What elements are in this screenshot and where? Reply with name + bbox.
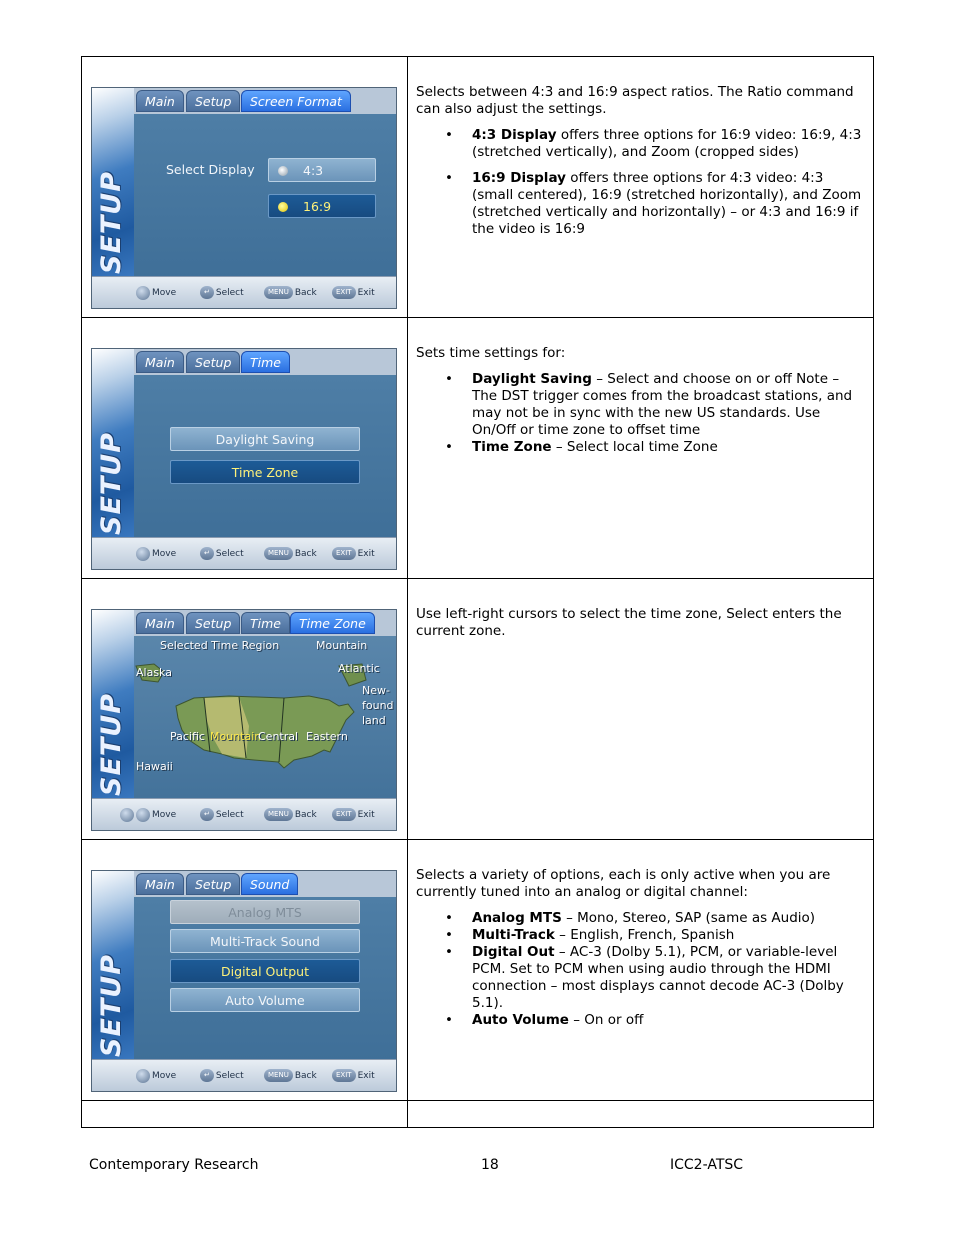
exit-key: EXIT Exit — [332, 286, 375, 300]
select-display-label: Select Display — [166, 162, 255, 177]
region-eastern[interactable]: Eastern — [306, 730, 348, 743]
select-key: ↵ Select — [200, 1069, 244, 1083]
selected-region-value: Mountain — [316, 639, 368, 652]
back-key: MENU Back — [264, 1069, 317, 1083]
leftright-arrow-icon — [136, 808, 150, 822]
empty-cell — [82, 1101, 408, 1128]
list-item: • Daylight Saving – Select and choose on or off Note – The DST trigger comes from the broadcast stations, and may not be in sync with the new US standards. Use On/Off or time zone to offset time — [472, 371, 865, 439]
digital-output-button[interactable]: Digital Output — [170, 959, 360, 983]
screenshot-cell — [82, 57, 408, 318]
bullet-list — [416, 127, 865, 238]
osd-footer — [92, 1059, 396, 1091]
region-newfoundland-line2[interactable]: found — [362, 699, 394, 712]
list-item: • Analog MTS – Mono, Stereo, SAP (same as Audio) — [472, 910, 865, 927]
osd-footer — [92, 537, 396, 569]
tab-setup[interactable]: Setup — [186, 612, 240, 634]
region-pacific[interactable]: Pacific — [170, 730, 205, 743]
screenshot-cell — [82, 318, 408, 579]
updown-arrow-icon — [136, 286, 150, 300]
back-key: MENU Back — [264, 286, 317, 300]
region-hawaii[interactable]: Hawaii — [136, 760, 173, 773]
osd-time-zone — [91, 609, 397, 831]
move-key: Move — [136, 1069, 176, 1083]
exit-key: EXIT Exit — [332, 808, 375, 822]
enter-icon: ↵ — [200, 286, 214, 299]
back-key: MENU Back — [264, 547, 317, 561]
tab-setup[interactable]: Setup — [186, 873, 240, 895]
description-cell — [408, 840, 874, 1101]
tab-time-zone[interactable]: Time Zone — [290, 612, 375, 634]
region-mountain[interactable]: Mountain — [210, 730, 262, 743]
option-16-9[interactable] — [268, 194, 376, 218]
radio-selected-icon — [278, 202, 288, 212]
osd-time — [91, 348, 397, 570]
setup-side-label: SETUP — [96, 431, 127, 535]
exit-key: EXIT Exit — [332, 1069, 375, 1083]
option-label: 4:3 — [303, 163, 324, 178]
screenshot-cell — [82, 840, 408, 1101]
select-key: ↵ Select — [200, 286, 244, 300]
empty-cell — [408, 1101, 874, 1128]
osd-sound — [91, 870, 397, 1092]
description-intro: Selects a variety of options, each is only active when you are currently tuned into an analog or digital channel: — [416, 867, 831, 900]
option-label: 16:9 — [303, 199, 332, 214]
tab-time[interactable]: Time — [241, 612, 290, 634]
footer-model: ICC2-ATSC — [670, 1157, 744, 1173]
auto-volume-button[interactable]: Auto Volume — [170, 988, 360, 1012]
list-item: • 16:9 Display offers three options for 4:3 video: 4:3 (small centered), 16:9 (stretched horizontally), and Zoom (stretched vertically and horizontally) – or 4:3 and 16:9 if the video is 16:9 — [472, 170, 865, 238]
move-key: Move — [136, 547, 176, 561]
multi-track-sound-button[interactable]: Multi-Track Sound — [170, 929, 360, 953]
description-cell — [408, 318, 874, 579]
table-row — [82, 579, 874, 840]
osd-tab-bar — [134, 610, 396, 636]
description-cell — [408, 57, 874, 318]
move-key: Move — [120, 808, 176, 822]
analog-mts-button[interactable]: Analog MTS — [170, 900, 360, 924]
updown-arrow-icon — [136, 1069, 150, 1083]
list-item: • Digital Out – AC-3 (Dolby 5.1), PCM, or variable-level PCM. Set to PCM when using audio through the HDMI connection – most displays cannot decode AC-3 (Dolby 5.1). — [472, 944, 865, 1012]
description-intro: Sets time settings for: — [416, 345, 566, 361]
region-newfoundland-line1[interactable]: New- — [362, 684, 390, 697]
select-key: ↵ Select — [200, 808, 244, 822]
region-central[interactable]: Central — [258, 730, 299, 743]
table-row — [82, 840, 874, 1101]
exit-key: EXIT Exit — [332, 547, 375, 561]
description-intro: Use left-right cursors to select the time zone, Select enters the current zone. — [416, 606, 842, 639]
tab-setup[interactable]: Setup — [186, 351, 240, 373]
tab-main[interactable]: Main — [136, 351, 184, 373]
tab-main[interactable]: Main — [136, 612, 184, 634]
feature-table — [81, 56, 874, 1128]
select-key: ↵ Select — [200, 547, 244, 561]
footer-page-number: 18 — [481, 1157, 499, 1173]
us-map-svg — [134, 636, 397, 800]
time-zone-button[interactable]: Time Zone — [170, 460, 360, 484]
bullet-list — [416, 371, 865, 456]
option-4-3[interactable] — [268, 158, 376, 182]
daylight-saving-button[interactable]: Daylight Saving — [170, 427, 360, 451]
updown-arrow-icon — [120, 808, 134, 822]
setup-side-label: SETUP — [96, 692, 127, 796]
osd-tab-bar — [134, 88, 396, 114]
bullet-list — [416, 910, 865, 1029]
radio-icon — [278, 166, 288, 176]
osd-screen-format — [91, 87, 397, 309]
move-key: Move — [136, 286, 176, 300]
osd-tab-bar — [134, 871, 396, 897]
table-row — [82, 57, 874, 318]
osd-tab-bar — [134, 349, 396, 375]
list-item: • Auto Volume – On or off — [472, 1012, 865, 1029]
list-item: • Time Zone – Select local time Zone — [472, 439, 865, 456]
region-alaska[interactable]: Alaska — [136, 666, 172, 679]
selected-region-label: Selected Time Region — [160, 639, 280, 652]
osd-panel — [134, 897, 396, 1061]
updown-arrow-icon — [136, 547, 150, 561]
tab-screen-format[interactable]: Screen Format — [241, 90, 351, 112]
list-item: • 4:3 Display offers three options for 16:9 video: 16:9, 4:3 (stretched vertically), and Zoom (cropped sides) — [472, 127, 865, 161]
osd-panel — [134, 375, 396, 539]
back-key: MENU Back — [264, 808, 317, 822]
list-item: • Multi-Track – English, French, Spanish — [472, 927, 865, 944]
enter-icon: ↵ — [200, 808, 214, 821]
tab-time[interactable]: Time — [241, 351, 290, 373]
tab-setup[interactable]: Setup — [186, 90, 240, 112]
tab-main[interactable]: Main — [136, 873, 184, 895]
tab-main[interactable]: Main — [136, 90, 184, 112]
footer-company: Contemporary Research — [89, 1157, 259, 1173]
setup-side-label: SETUP — [96, 953, 127, 1057]
osd-panel — [134, 114, 396, 278]
description-intro: Selects between 4:3 and 16:9 aspect ratios. The Ratio command can also adjust the settings. — [416, 84, 854, 117]
osd-map-panel — [134, 636, 396, 800]
table-row — [82, 318, 874, 579]
table-row-empty — [82, 1101, 874, 1128]
setup-side-label: SETUP — [96, 170, 127, 274]
screenshot-cell — [82, 579, 408, 840]
description-cell — [408, 579, 874, 840]
tab-sound[interactable]: Sound — [241, 873, 298, 895]
osd-footer — [92, 798, 396, 830]
region-atlantic[interactable]: Atlantic — [338, 662, 380, 675]
enter-icon: ↵ — [200, 1069, 214, 1082]
enter-icon: ↵ — [200, 547, 214, 560]
region-newfoundland-line3[interactable]: land — [362, 714, 386, 727]
osd-footer — [92, 276, 396, 308]
